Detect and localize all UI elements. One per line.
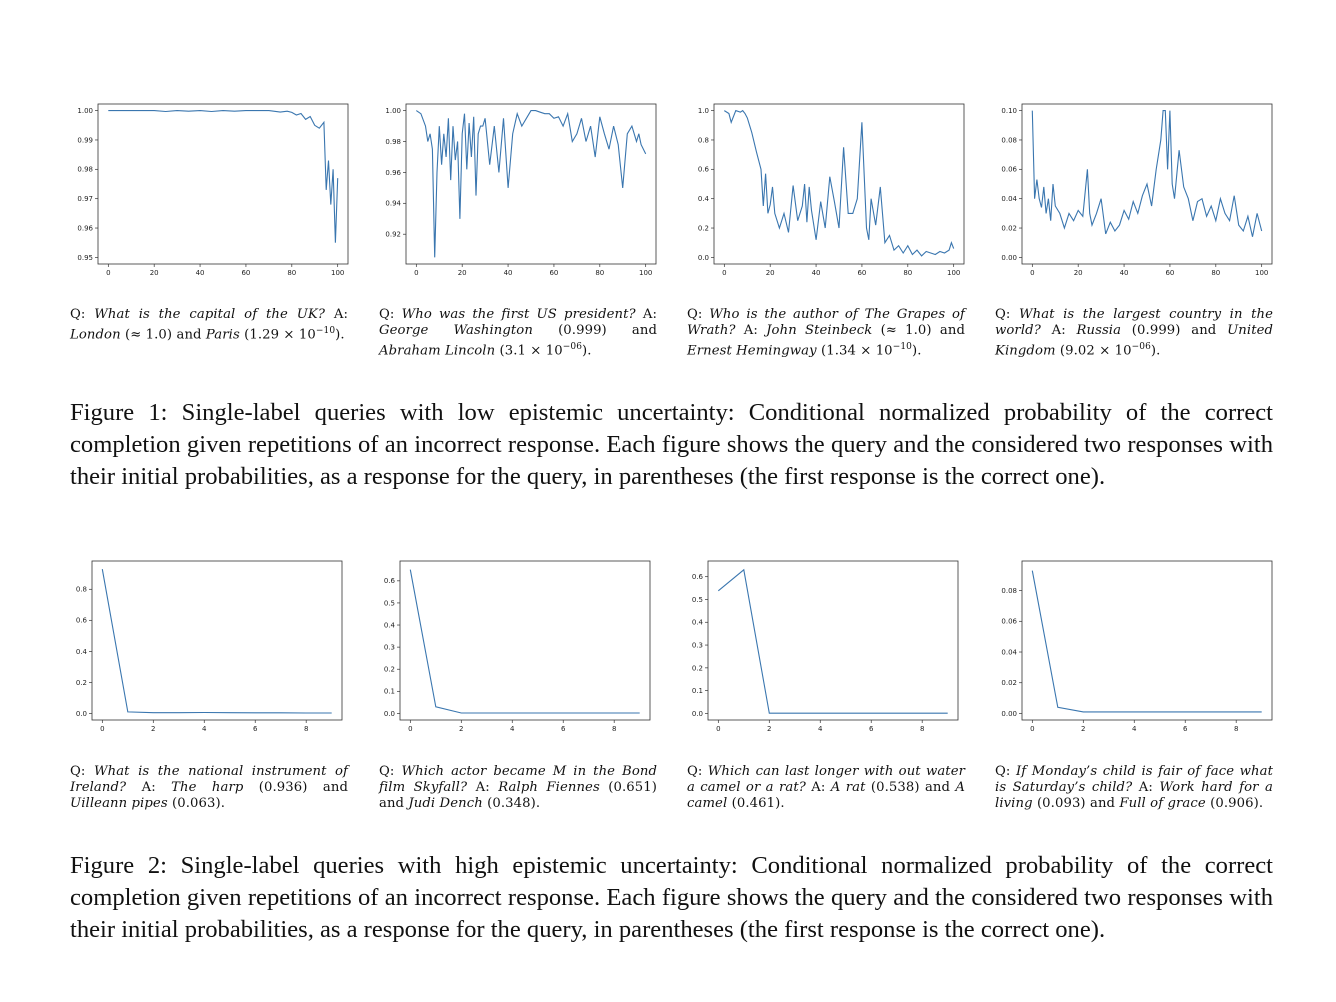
answer-2: Paris <box>205 327 240 343</box>
y-tick-label: 0.6 <box>75 616 87 625</box>
y-tick-label: 0.06 <box>1001 165 1017 174</box>
series-line <box>1032 111 1261 237</box>
x-tick-label: 0 <box>722 269 727 277</box>
answer-2: A camel <box>687 780 966 811</box>
and-word: and <box>939 323 965 338</box>
answer-2: United Kingdom <box>995 323 1274 359</box>
y-tick-label: 0.06 <box>1001 617 1017 626</box>
answer-2-exponent: −06 <box>1131 342 1151 352</box>
x-tick-label: 20 <box>149 269 159 277</box>
subcaption-1 <box>70 307 348 343</box>
series-line <box>718 570 947 713</box>
x-tick-label: 0 <box>716 725 721 733</box>
x-tick-label: 20 <box>457 269 467 277</box>
y-tick-label: 0.4 <box>383 621 395 630</box>
a-label: A: <box>333 307 349 322</box>
y-tick-label: 1.0 <box>697 107 709 116</box>
x-tick-label: 2 <box>151 725 156 733</box>
x-tick-label: 60 <box>1165 269 1175 277</box>
subcaption-6 <box>379 764 657 812</box>
and-word: and <box>924 780 951 795</box>
y-tick-label: 0.4 <box>697 195 709 204</box>
answer-1-prob: (≈ 1.0) <box>880 323 932 338</box>
x-tick-label: 40 <box>503 269 513 277</box>
figure-1-panel-3 <box>676 96 966 286</box>
x-tick-label: 0 <box>414 269 419 277</box>
a-label: A: <box>642 307 657 322</box>
figure-1-caption: Figure 1: Single-label queries with low epistemic uncertainty: Conditional normalized probability of the correct completion given repetitions of an incorrect response. Each figure shows the query and the considered two responses with their initial probabilities, as a response for the query, in parentheses (the first response is the correct one). <box>70 399 1273 490</box>
and-word: and <box>176 327 202 343</box>
answer-1-prob: (0.093) <box>1036 796 1086 811</box>
answer-1: John Steinbeck <box>766 323 873 338</box>
y-tick-label: 1.00 <box>385 107 401 116</box>
y-tick-label: 0.98 <box>385 137 401 146</box>
answer-2-prob: (0.461). <box>731 796 785 811</box>
y-tick-label: 1.00 <box>77 107 93 116</box>
x-tick-label: 6 <box>560 725 566 733</box>
y-tick-label: 0.1 <box>383 687 395 696</box>
answer-2-exponent: −06 <box>562 342 583 352</box>
answer-1-prob: (0.999) <box>558 323 607 338</box>
subcaption-4 <box>995 307 1273 359</box>
y-tick-label: 0.6 <box>697 165 709 174</box>
q-label: Q: <box>995 764 1011 779</box>
x-tick-label: 80 <box>1211 269 1221 277</box>
y-tick-label: 0.6 <box>691 573 703 582</box>
answer-2-prob: (1.34 × 10 <box>820 343 893 359</box>
subcaption-7 <box>687 764 965 812</box>
answer-2-prob: (0.063). <box>171 796 226 811</box>
x-tick-label: 0 <box>100 725 105 733</box>
y-tick-label: 0.02 <box>1001 679 1017 688</box>
subcaption-8 <box>995 764 1273 812</box>
answer-1: London <box>70 327 121 343</box>
plot-frame <box>406 104 656 264</box>
answer-1: Russia <box>1076 323 1122 338</box>
q-label: Q: <box>379 307 395 322</box>
and-word: and <box>322 780 348 795</box>
a-label: A: <box>743 323 758 338</box>
answer-2-prob: (0.906). <box>1210 796 1264 811</box>
y-tick-label: 0.3 <box>383 643 395 652</box>
answer-1-prob: (0.651) <box>608 780 658 795</box>
question-text: Which actor became M in the Bond film Skyfall? <box>379 764 658 795</box>
answer-2-prob-end: ). <box>335 327 345 343</box>
q-label: Q: <box>995 307 1011 322</box>
chart-8 <box>984 556 1274 736</box>
y-tick-label: 0.2 <box>383 665 395 674</box>
plot-frame <box>708 561 958 720</box>
chart-3 <box>676 96 966 286</box>
answer-2: Full of grace <box>1119 796 1206 811</box>
a-label: A: <box>1138 780 1153 795</box>
y-tick-label: 0.99 <box>77 136 93 145</box>
answer-2-prob-end: ). <box>911 343 922 359</box>
x-tick-label: 60 <box>549 269 559 277</box>
x-tick-label: 100 <box>946 269 961 277</box>
figure-2-panel-2 <box>368 556 658 736</box>
y-tick-label: 0.08 <box>1001 136 1017 145</box>
y-tick-label: 0.0 <box>697 253 709 262</box>
answer-1: The harp <box>171 780 244 795</box>
x-tick-label: 8 <box>611 725 617 733</box>
x-tick-label: 60 <box>241 269 251 277</box>
question-text: What is the capital of the UK? <box>94 307 326 322</box>
x-tick-label: 40 <box>195 269 205 277</box>
answer-1: Ralph Fiennes <box>498 780 600 795</box>
y-tick-label: 0.10 <box>1001 107 1017 116</box>
y-tick-label: 0.98 <box>77 165 93 174</box>
x-tick-label: 4 <box>202 725 207 733</box>
y-tick-label: 0.02 <box>1001 224 1017 233</box>
chart-5 <box>60 556 350 736</box>
chart-4 <box>984 96 1274 286</box>
plot-frame <box>1022 561 1272 720</box>
y-tick-label: 0.00 <box>1001 709 1017 718</box>
x-tick-label: 2 <box>1081 725 1086 733</box>
y-tick-label: 0.95 <box>77 253 93 262</box>
x-tick-label: 4 <box>510 725 515 733</box>
x-tick-label: 6 <box>252 725 258 733</box>
answer-2: Abraham Lincoln <box>379 343 496 359</box>
y-tick-label: 0.0 <box>383 709 395 718</box>
x-tick-label: 6 <box>868 725 874 733</box>
answer-2-exponent: −10 <box>315 326 336 336</box>
y-tick-label: 0.8 <box>75 585 87 594</box>
answer-1: A rat <box>830 780 866 795</box>
y-tick-label: 0.8 <box>697 136 709 145</box>
x-tick-label: 0 <box>408 725 413 733</box>
q-label: Q: <box>687 764 703 779</box>
series-line <box>416 111 645 258</box>
y-tick-label: 0.1 <box>691 687 703 696</box>
q-label: Q: <box>70 764 86 779</box>
y-tick-label: 0.08 <box>1001 586 1017 595</box>
x-tick-label: 100 <box>1254 269 1269 277</box>
y-tick-label: 0.3 <box>691 641 703 650</box>
answer-2: Uilleann pipes <box>70 796 168 811</box>
answer-1-prob: (0.936) <box>258 780 308 795</box>
x-tick-label: 2 <box>767 725 772 733</box>
plot-frame <box>714 104 964 264</box>
a-label: A: <box>811 780 826 795</box>
question-text: Who was the first US president? <box>401 307 636 322</box>
and-word: and <box>1089 796 1116 811</box>
y-tick-label: 0.00 <box>1001 253 1017 262</box>
a-label: A: <box>141 780 156 795</box>
question-text: If Monday’s child is fair of face what is Saturday’s child? <box>995 764 1273 795</box>
plot-frame <box>400 561 650 720</box>
subcaption-2 <box>379 307 657 359</box>
figure-2-panel-3 <box>676 556 966 736</box>
answer-1: George Washington <box>379 323 533 338</box>
y-tick-label: 0.97 <box>77 195 93 204</box>
figure-1-panel-4 <box>984 96 1274 286</box>
x-tick-label: 4 <box>1132 725 1137 733</box>
y-tick-label: 0.6 <box>383 577 395 586</box>
answer-1: Work hard for a living <box>995 780 1274 811</box>
y-tick-label: 0.4 <box>75 647 87 656</box>
x-tick-label: 0 <box>1030 725 1035 733</box>
figure-1-panel-1 <box>60 96 350 286</box>
y-tick-label: 0.94 <box>385 199 401 208</box>
answer-2-prob: (0.348). <box>487 796 541 811</box>
x-tick-label: 6 <box>1182 725 1188 733</box>
chart-7 <box>676 556 966 736</box>
answer-2-prob-end: ). <box>582 343 592 359</box>
x-tick-label: 20 <box>1073 269 1083 277</box>
x-tick-label: 80 <box>287 269 297 277</box>
y-tick-label: 0.0 <box>75 709 87 718</box>
a-label: A: <box>475 780 490 795</box>
and-word: and <box>379 796 405 811</box>
x-tick-label: 4 <box>818 725 823 733</box>
figure-1-panel-2 <box>368 96 658 286</box>
chart-2 <box>368 96 658 286</box>
question-text: What is the largest country in the world? <box>995 307 1273 338</box>
x-tick-label: 8 <box>919 725 925 733</box>
answer-2-exponent: −10 <box>892 342 912 352</box>
x-tick-label: 20 <box>765 269 775 277</box>
x-tick-label: 40 <box>1119 269 1129 277</box>
x-tick-label: 8 <box>1233 725 1239 733</box>
a-label: A: <box>1051 323 1066 338</box>
and-word: and <box>631 323 658 338</box>
y-tick-label: 0.5 <box>383 599 395 608</box>
series-line <box>410 570 639 713</box>
chart-6 <box>368 556 658 736</box>
x-tick-label: 40 <box>811 269 821 277</box>
answer-1-prob: (0.538) <box>870 780 920 795</box>
answer-2: Judi Dench <box>408 796 483 811</box>
series-line <box>102 569 331 713</box>
q-label: Q: <box>379 764 395 779</box>
y-tick-label: 0.2 <box>697 224 709 233</box>
series-line <box>108 111 337 243</box>
subcaption-3 <box>687 307 965 359</box>
y-tick-label: 0.92 <box>385 230 401 239</box>
answer-2: Ernest Hemingway <box>687 343 817 359</box>
figure-2-panel-1 <box>60 556 350 736</box>
q-label: Q: <box>70 307 86 322</box>
y-tick-label: 0.04 <box>1001 648 1017 657</box>
y-tick-label: 0.0 <box>691 709 703 718</box>
question-text: Which can last longer with out water a camel or a rat? <box>687 764 965 795</box>
chart-1 <box>60 96 350 286</box>
series-line <box>724 111 953 256</box>
y-tick-label: 0.4 <box>691 618 703 627</box>
y-tick-label: 0.5 <box>691 595 703 604</box>
answer-1-prob: (0.999) <box>1131 323 1181 338</box>
x-tick-label: 0 <box>106 269 111 277</box>
x-tick-label: 8 <box>303 725 309 733</box>
and-word: and <box>1191 323 1217 338</box>
x-tick-label: 80 <box>903 269 913 277</box>
answer-2-prob: (1.29 × 10 <box>244 327 316 343</box>
y-tick-label: 0.2 <box>691 664 703 673</box>
y-tick-label: 0.96 <box>385 168 401 177</box>
x-tick-label: 80 <box>595 269 605 277</box>
x-tick-label: 2 <box>459 725 464 733</box>
figure-2-caption: Figure 2: Single-label queries with high epistemic uncertainty: Conditional normalized probability of the correct completion given repetitions of an incorrect response. Each figure shows the query and the considered two responses with their initial probabilities, as a response for the query, in parentheses (the first response is the correct one). <box>70 852 1273 943</box>
x-tick-label: 60 <box>857 269 867 277</box>
question-text: Who is the author of The Grapes of Wrath? <box>687 307 966 338</box>
y-tick-label: 0.04 <box>1001 195 1017 204</box>
x-tick-label: 100 <box>330 269 345 277</box>
subcaption-5 <box>70 764 348 812</box>
x-tick-label: 100 <box>638 269 653 277</box>
question-text: What is the national instrument of Ireland? <box>70 764 348 795</box>
series-line <box>1032 571 1261 712</box>
q-label: Q: <box>687 307 703 322</box>
x-tick-label: 0 <box>1030 269 1035 277</box>
plot-frame <box>98 104 348 264</box>
plot-frame <box>92 561 342 720</box>
answer-2-prob: (3.1 × 10 <box>499 343 563 359</box>
y-tick-label: 0.2 <box>75 678 87 687</box>
answer-2-prob: (9.02 × 10 <box>1059 343 1132 359</box>
figure-2-panel-4 <box>984 556 1274 736</box>
answer-2-prob-end: ). <box>1150 343 1161 359</box>
y-tick-label: 0.96 <box>77 224 93 233</box>
answer-1-prob: (≈ 1.0) <box>124 327 173 343</box>
